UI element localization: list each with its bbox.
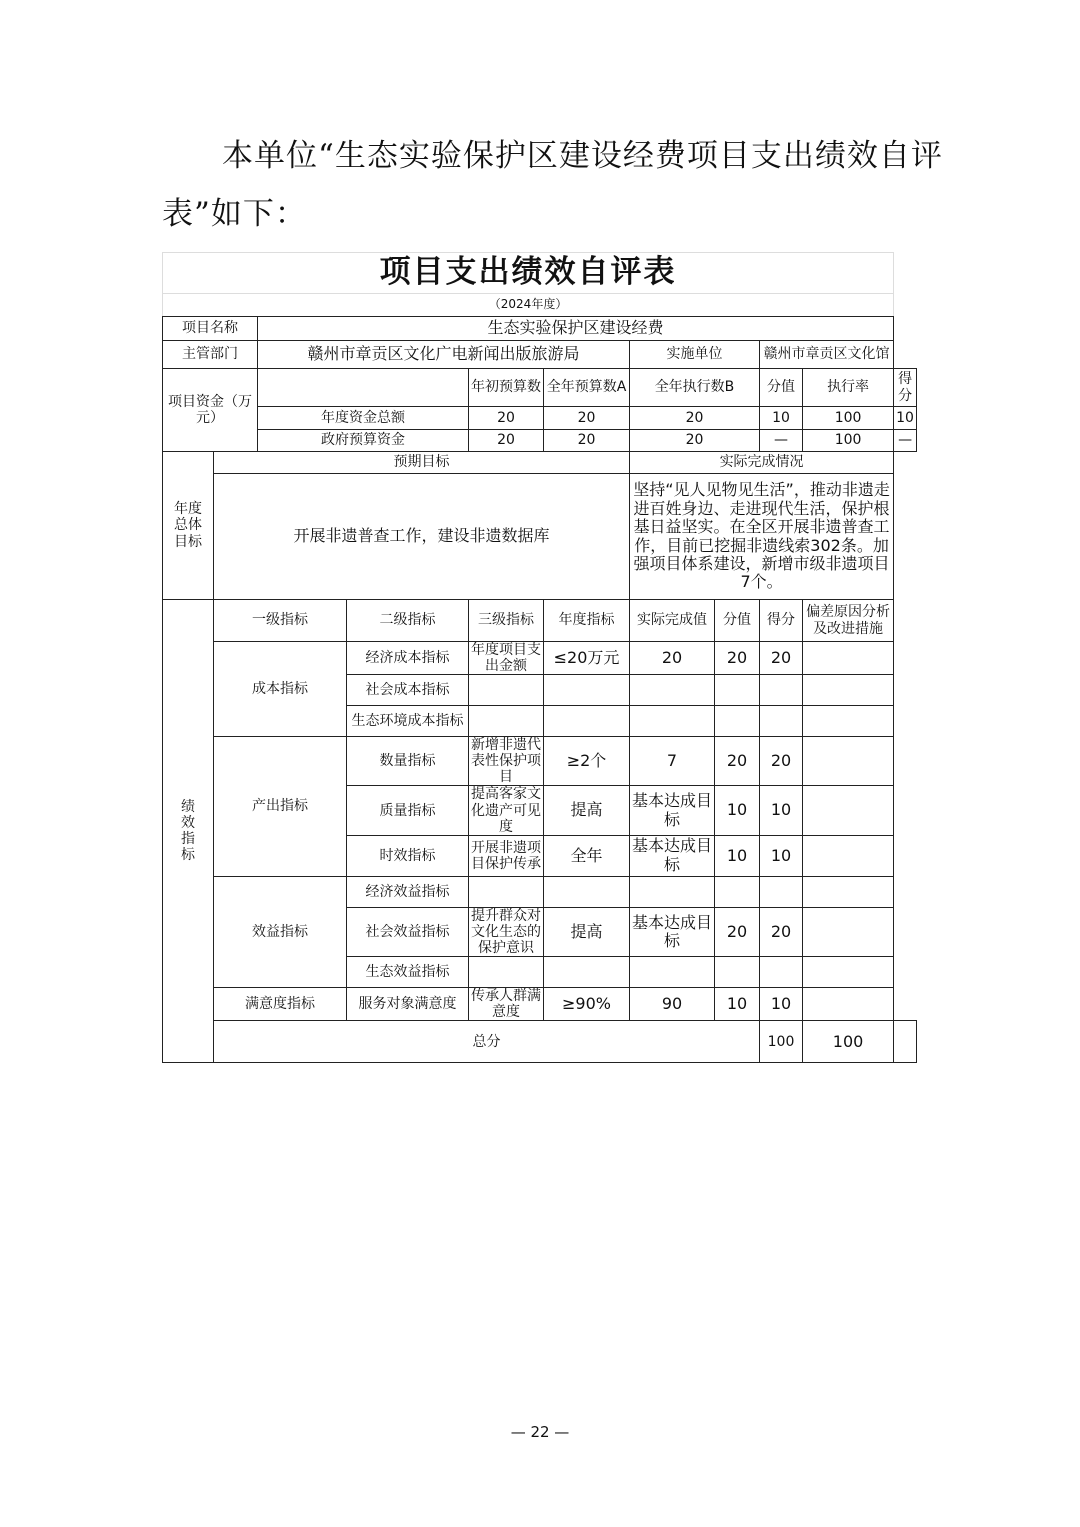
ind-score — [715, 957, 760, 988]
funds-header-get: 得分 — [894, 369, 917, 407]
ind-score: 20 — [715, 737, 760, 786]
ind-target: ≥2个 — [544, 737, 630, 786]
ind-note — [803, 642, 894, 675]
ind-l3 — [469, 957, 544, 988]
impl-value: 赣州市章贡区文化馆 — [760, 341, 894, 369]
ind-actual: 基本达成目标 — [630, 835, 715, 876]
impl-label: 实施单位 — [630, 341, 760, 369]
ind-score — [715, 876, 760, 907]
ind-note — [803, 737, 894, 786]
ind-header-l2: 二级指标 — [347, 600, 469, 642]
ind-header-actual: 实际完成值 — [630, 600, 715, 642]
funds-row-score: — — [760, 430, 803, 452]
ind-l3 — [469, 706, 544, 737]
ind-get: 10 — [760, 835, 803, 876]
funds-row-score: 10 — [760, 407, 803, 430]
funds-row-name: 政府预算资金 — [258, 430, 469, 452]
ind-score: 10 — [715, 988, 760, 1021]
total-get: 100 — [803, 1021, 894, 1063]
ind-target: ≤20万元 — [544, 642, 630, 675]
ind-get: 20 — [760, 907, 803, 956]
ind-note — [803, 957, 894, 988]
ind-note — [803, 835, 894, 876]
funds-header-full: 全年预算数A — [544, 369, 630, 407]
ind-target — [544, 706, 630, 737]
ind-header-l3: 三级指标 — [469, 600, 544, 642]
ind-header-score: 分值 — [715, 600, 760, 642]
performance-table — [162, 252, 917, 1063]
goal-label: 年度总体目标 — [163, 452, 214, 600]
ind-actual: 90 — [630, 988, 715, 1021]
ind-actual — [630, 957, 715, 988]
ind-l2: 经济效益指标 — [347, 876, 469, 907]
ind-score: 10 — [715, 835, 760, 876]
funds-header-init: 年初预算数 — [469, 369, 544, 407]
ind-note — [803, 876, 894, 907]
ind-target: 提高 — [544, 786, 630, 835]
ind-get: 20 — [760, 642, 803, 675]
ind-l3: 年度项目支出金额 — [469, 642, 544, 675]
ind-target: 提高 — [544, 907, 630, 956]
ind-score: 20 — [715, 907, 760, 956]
page-number: — 22 — — [510, 1423, 570, 1441]
ind-actual: 基本达成目标 — [630, 786, 715, 835]
ind-l2: 时效指标 — [347, 835, 469, 876]
ind-score — [715, 675, 760, 706]
ind-header-target: 年度指标 — [544, 600, 630, 642]
dept-value: 赣州市章贡区文化广电新闻出版旅游局 — [258, 341, 630, 369]
table-year: （2024年度） — [163, 294, 894, 317]
ind-score: 20 — [715, 642, 760, 675]
funds-row-full: 20 — [544, 430, 630, 452]
ind-note — [803, 988, 894, 1021]
ind-get — [760, 957, 803, 988]
ind-l2: 社会效益指标 — [347, 907, 469, 956]
total-label: 总分 — [214, 1021, 760, 1063]
ind-l3 — [469, 876, 544, 907]
funds-row-init: 20 — [469, 407, 544, 430]
funds-row-rate: 100 — [803, 430, 894, 452]
goal-expected: 开展非遗普查工作，建设非遗数据库 — [214, 474, 630, 600]
ind-get: 10 — [760, 786, 803, 835]
ind-l3 — [469, 675, 544, 706]
ind-note — [803, 786, 894, 835]
ind-actual: 20 — [630, 642, 715, 675]
total-score: 100 — [760, 1021, 803, 1063]
ind-header-get: 得分 — [760, 600, 803, 642]
funds-header-blank — [258, 369, 469, 407]
ind-get — [760, 876, 803, 907]
funds-header-score: 分值 — [760, 369, 803, 407]
funds-header-rate: 执行率 — [803, 369, 894, 407]
ind-l3: 开展非遗项目保护传承 — [469, 835, 544, 876]
ind-l2: 服务对象满意度 — [347, 988, 469, 1021]
ind-actual — [630, 706, 715, 737]
ind-l3: 新增非遗代表性保护项目 — [469, 737, 544, 786]
ind-get: 20 — [760, 737, 803, 786]
ind-note — [803, 675, 894, 706]
ind-score: 10 — [715, 786, 760, 835]
ind-get — [760, 675, 803, 706]
funds-header-exec: 全年执行数B — [630, 369, 760, 407]
project-name-label: 项目名称 — [163, 317, 258, 341]
ind-header-note: 偏差原因分析及改进措施 — [803, 600, 894, 642]
ind-actual — [630, 876, 715, 907]
ind-actual: 基本达成目标 — [630, 907, 715, 956]
total-note — [894, 1021, 917, 1063]
dept-label: 主管部门 — [163, 341, 258, 369]
ind-l2: 社会成本指标 — [347, 675, 469, 706]
ind-l1-output: 产出指标 — [214, 737, 347, 877]
ind-note — [803, 706, 894, 737]
ind-target: 全年 — [544, 835, 630, 876]
ind-l1-satisfy: 满意度指标 — [214, 988, 347, 1021]
ind-target — [544, 957, 630, 988]
goal-expected-header: 预期目标 — [214, 452, 630, 474]
ind-get: 10 — [760, 988, 803, 1021]
ind-l2: 质量指标 — [347, 786, 469, 835]
ind-l3: 传承人群满意度 — [469, 988, 544, 1021]
ind-note — [803, 907, 894, 956]
ind-target — [544, 876, 630, 907]
ind-header-l1: 一级指标 — [214, 600, 347, 642]
funds-label: 项目资金（万元） — [163, 369, 258, 452]
funds-row-get: — — [894, 430, 917, 452]
ind-l1-benefit: 效益指标 — [214, 876, 347, 987]
funds-row-exec: 20 — [630, 407, 760, 430]
ind-target — [544, 675, 630, 706]
ind-l2: 经济成本指标 — [347, 642, 469, 675]
ind-actual — [630, 675, 715, 706]
indicators-label: 绩效指标 — [163, 600, 214, 1063]
funds-row-init: 20 — [469, 430, 544, 452]
ind-score — [715, 706, 760, 737]
ind-l2: 生态环境成本指标 — [347, 706, 469, 737]
funds-row-exec: 20 — [630, 430, 760, 452]
ind-actual: 7 — [630, 737, 715, 786]
intro-line-2: 表”如下： — [162, 196, 307, 232]
ind-get — [760, 706, 803, 737]
funds-row-name: 年度资金总额 — [258, 407, 469, 430]
ind-l2: 数量指标 — [347, 737, 469, 786]
table-title: 项目支出绩效自评表 — [163, 253, 894, 294]
ind-target: ≥90% — [544, 988, 630, 1021]
ind-l3: 提升群众对文化生态的保护意识 — [469, 907, 544, 956]
ind-l3: 提高客家文化遗产可见度 — [469, 786, 544, 835]
goal-actual: 坚持“见人见物见生活”，推动非遗走进百姓身边、走进现代生活，保护根基日益坚实。在全区开展非遗普查工作，目前已挖掘非遗线索302条。加强项目体系建设，新增市级非遗项目7个。 — [630, 474, 894, 600]
ind-l2: 生态效益指标 — [347, 957, 469, 988]
funds-row-rate: 100 — [803, 407, 894, 430]
intro-line-1: 本单位“生态实验保护区建设经费项目支出绩效自评 — [222, 138, 943, 174]
project-name-value: 生态实验保护区建设经费 — [258, 317, 894, 341]
ind-l1-cost: 成本指标 — [214, 642, 347, 737]
funds-row-full: 20 — [544, 407, 630, 430]
funds-row-get: 10 — [894, 407, 917, 430]
goal-actual-header: 实际完成情况 — [630, 452, 894, 474]
